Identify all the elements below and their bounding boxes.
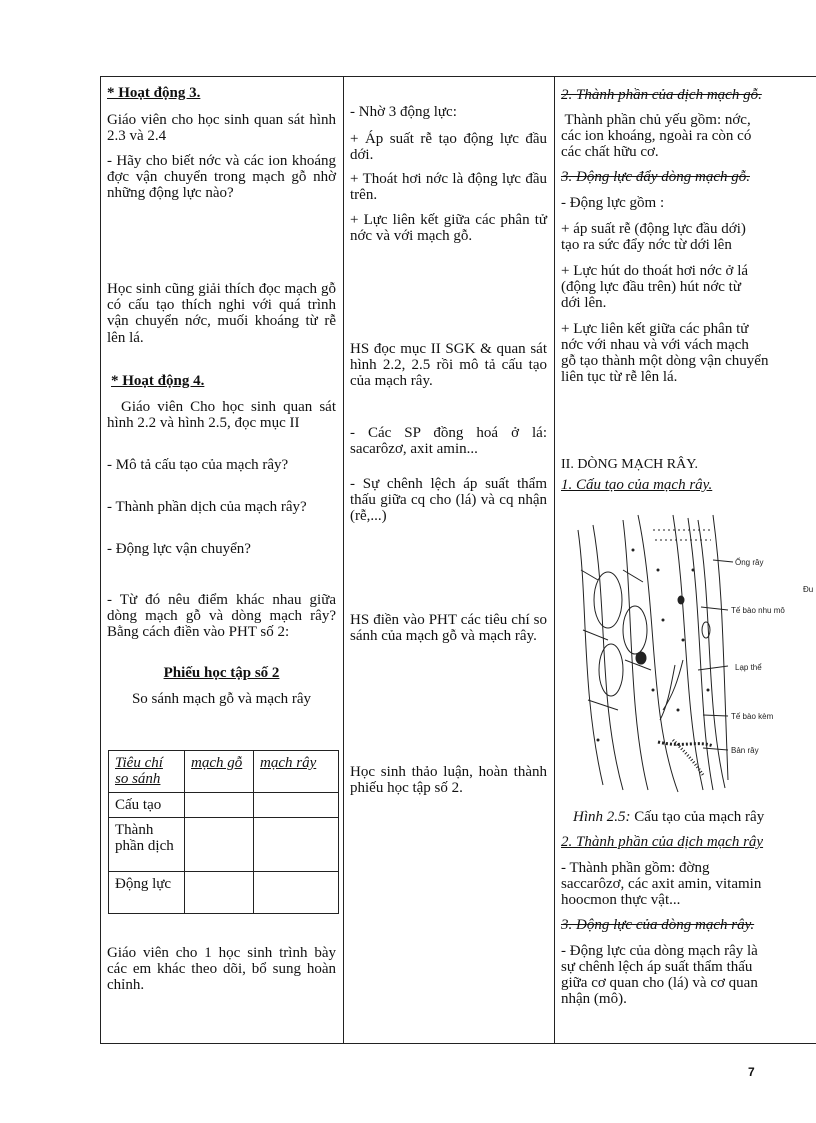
right-line: (động lực đầu trên) hút nớc từ (561, 279, 741, 295)
pht-cell (254, 818, 339, 872)
pht-row-composition: Thành phần dịch (109, 818, 185, 872)
right-line: - Thành phần gồm: đờng (561, 860, 710, 876)
activity4-title: * Hoạt động 4. (111, 373, 205, 389)
a4-instruction: Giáo viên Cho học sinh quan sát hình 2.2 và hình 2.5, đọc mục II (107, 399, 336, 432)
a4-question-force: - Động lực vận chuyển? (107, 541, 251, 557)
pht-cell (254, 793, 339, 818)
phloem-structure-figure (563, 510, 816, 793)
right-line: dới lên. (561, 295, 607, 311)
cell-wall-line (713, 515, 728, 780)
right-line: - Động lực gồm : (561, 195, 665, 211)
mid-products: - Các SP đồng hoá ở lá: sacarôzơ, axit amin... (350, 425, 547, 458)
a3-instruction: Giáo viên cho học sinh quan sát hình 2.3 và 2.4 (107, 112, 336, 145)
section-phloem-title: II. DÒNG MẠCH RÂY. (561, 457, 699, 472)
mid-forces-intro: - Nhờ 3 động lực: (350, 104, 457, 120)
mid-cohesion: + Lực liên kết giữa các phân tử nớc và với mạch gỗ. (350, 212, 547, 245)
table-row (109, 793, 339, 818)
right-line: hoocmon thực vật... (561, 892, 681, 908)
table-divider-2 (554, 76, 555, 1043)
figure-caption: Hình 2.5: Cấu tạo của mạch rây (573, 809, 765, 825)
table-divider-1 (343, 76, 344, 1043)
pht-header-phloem: mạch rây (260, 755, 317, 771)
right-line: tạo ra sức đẩy nớc từ dới lên (561, 237, 732, 253)
pht-cell (185, 818, 254, 872)
a4-compare: - Từ đó nêu điểm khác nhau giữa dòng mạch gỗ và dòng mạch rây? Bằng cách điền vào PHT số 2: (107, 592, 336, 641)
right-line: saccarôzơ, các axit amin, vitamin (561, 876, 762, 892)
cell-wall-line (593, 525, 623, 790)
table-border-left (100, 76, 101, 1043)
figure-label-companion-cell: Tế bào kèm (731, 712, 774, 721)
pht-header-criteria: Tiêu chí so sánh (115, 755, 163, 788)
pht-row-structure: Cấu tạo (109, 793, 185, 818)
pht-row-force: Động lực (109, 872, 185, 914)
cell-wall-line (578, 530, 603, 785)
right-line: nhận (mô). (561, 991, 627, 1007)
a4-question-structure: - Mô tả cấu tạo của mạch rây? (107, 457, 289, 473)
cell-wall-line (698, 520, 725, 788)
figure-label-parenchyma: Tế bào nhu mô (731, 606, 785, 615)
right-line: sự chênh lệch áp suất thẩm thấu (561, 959, 753, 975)
a3-question: - Hãy cho biết nớc và các ion khoáng đợc vận chuyển trong mạch gỗ nhờ những động lực nào? (107, 153, 336, 202)
figure-label-sieve-tube: Ống rây (735, 558, 764, 567)
activity3-title: * Hoạt động 3. (107, 85, 201, 101)
pht-header-row (109, 751, 339, 793)
pht-cell (185, 793, 254, 818)
mid-transpiration: + Thoát hơi nớc là động lực đầu trên. (350, 171, 547, 204)
pht-table (108, 750, 339, 914)
right-line: gỗ tạo thành một dòng vận chuyển (561, 353, 769, 369)
right-line: các chất hữu cơ. (561, 144, 659, 160)
right-xylem-force-heading: 3. Động lực đẩy dòng mạch gỗ. (561, 169, 750, 185)
pht-header-xylem: mạch gỗ (191, 755, 243, 771)
table-row (109, 872, 339, 914)
right-line: + Lực liên kết giữa các phân tử (561, 321, 749, 337)
table-row (109, 818, 339, 872)
sheet-title: Phiếu học tập số 2 (163, 665, 280, 681)
sheet-subtitle: So sánh mạch gỗ và mạch rây (131, 691, 312, 707)
right-line: nớc với nhau và với vách mạch (561, 337, 749, 353)
figure-label-sieve-plate: Bản rây (731, 746, 759, 755)
figure-label-plastid: Lạp thể (735, 663, 762, 672)
cell-wall-line (673, 515, 703, 790)
mid-read-section: HS đọc mục II SGK & quan sát hình 2.2, 2.5 rồi mô tả cấu tạo của mạch rây. (350, 341, 547, 390)
mid-pressure-diff: - Sự chênh lệch áp suất thẩm thấu giữa cq cho (lá) và cq nhận (rễ,...) (350, 476, 547, 525)
pht-cell (254, 872, 339, 914)
mid-root-pressure: + Áp suất rễ tạo động lực đầu dới. (350, 131, 547, 164)
page-number: 7 (748, 1065, 755, 1079)
right-line: các ion khoáng, ngoài ra còn có (561, 128, 752, 144)
right-line: Thành phần chủ yếu gồm: nớc, (561, 112, 751, 128)
right-line: liên tục từ rễ lên lá. (561, 369, 678, 385)
a3-explanation: Học sinh cũng giải thích đọc mạch gỗ có cấu tạo thích nghi với quá trình vận chuyển nớc, muối khoáng từ rễ lên lá. (107, 281, 336, 346)
a4-question-composition: - Thành phần dịch của mạch rây? (107, 499, 307, 515)
closing-note: Giáo viên cho 1 học sinh trình bày các em khác theo dõi, bổ sung hoàn chỉnh. (107, 945, 336, 994)
right-line: - Động lực của dòng mạch rây là (561, 943, 758, 959)
figure-label-cut: Đu (803, 585, 814, 594)
right-line: + Lực hút do thoát hơi nớc ở lá (561, 263, 749, 279)
right-line: giữa cơ quan cho (lá) và cơ quan (561, 975, 758, 991)
mid-discussion: Học sinh thảo luận, hoàn thành phiếu học tập số 2. (350, 764, 547, 797)
pht-cell (185, 872, 254, 914)
right-phloem-structure-heading: 1. Cấu tạo của mạch rây. (561, 477, 713, 493)
right-phloem-force-heading: 3. Động lực của dòng mạch rây. (561, 917, 755, 933)
right-phloem-composition-heading: 2. Thành phần của dịch mạch rây (561, 834, 764, 850)
mid-fill-pht: HS điền vào PHT các tiêu chí so sánh của mạch gỗ và mạch rây. (350, 612, 547, 645)
right-xylem-composition-heading: 2. Thành phần của dịch mạch gỗ. (561, 87, 762, 103)
right-line: + áp suất rễ (động lực đầu dới) (561, 221, 746, 237)
